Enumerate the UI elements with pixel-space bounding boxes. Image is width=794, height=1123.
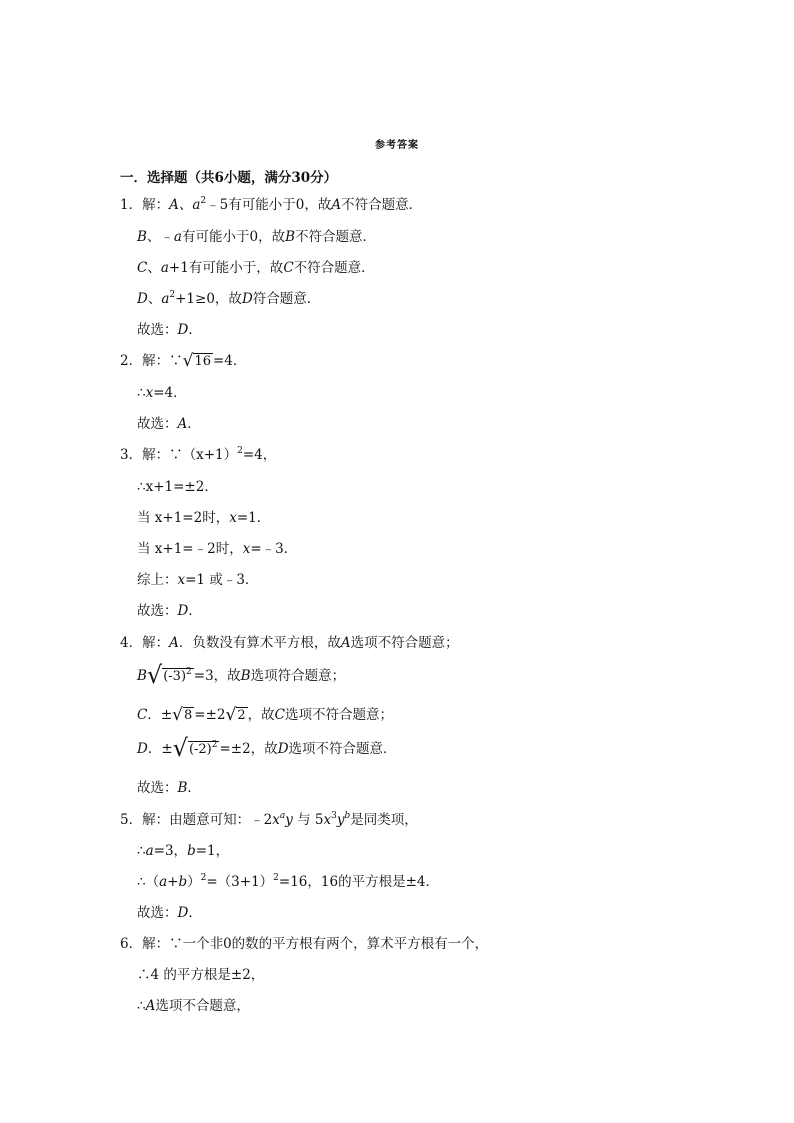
sqrt-16: √16 — [182, 351, 211, 371]
q4-line-c: C．±√8 =±2√2 ，故C选项不符合题意； — [137, 705, 393, 725]
q3-line-2: ∴x+1=±2． — [137, 479, 218, 495]
q5-line-3: $\therefore(a+b)^2=(3+1)^2=16$，16的平方根是±4． — [137, 873, 439, 890]
sqrt-neg2-squared: $√(-2)^2$ — [172, 734, 218, 762]
sqrt-8: √8 — [172, 705, 193, 725]
section-heading: 一．选择题（共6小题，满分30分） — [120, 170, 338, 186]
q3-choice: 故选：D． — [137, 603, 202, 619]
q1-choice: 故选：D． — [137, 322, 202, 338]
q3-line-3: 当 x+1=2时，x=1． — [137, 510, 271, 526]
q2-line-2: ∴x=4． — [137, 385, 187, 401]
q5-choice: 故选：D． — [137, 905, 202, 921]
q2-choice: 故选：A． — [137, 416, 201, 432]
q3-line-1: 3．解：$\because(x+1)^2=4$， — [120, 446, 277, 463]
q1-line-d: D、$a^2+1\ge 0$，故D符合题意． — [137, 290, 321, 307]
q6-line-3: ∴A选项不合题意， — [137, 998, 250, 1014]
q3-line-5: 综上：x=1 或﹣3． — [137, 572, 259, 588]
q4-line-d: D．$\pm√(-2)^2 =\pm 2$，故D选项不符合题意． — [137, 734, 397, 762]
q2-line-1: 2．解：∵√16 =4． — [120, 351, 247, 371]
q4-choice: 故选：B． — [137, 780, 201, 796]
sqrt-2: √2 — [225, 705, 246, 725]
page-title: 参考答案 — [375, 140, 419, 151]
q6-line-1: 6．解：∵一个非0的数的平方根有两个，算术平方根有一个， — [120, 936, 489, 952]
q5-line-2: ∴a=3，b=1， — [137, 843, 230, 859]
sqrt-neg3-squared: $√(-3)^2$ — [146, 661, 192, 689]
q4-line-b: $B√(-3)^2 =3$，故B选项符合题意； — [137, 661, 346, 689]
q3-line-4: 当 x+1=﹣2时，x=﹣3． — [137, 541, 298, 557]
q1-line-b: B、﹣a有可能小于0，故B不符合题意． — [137, 229, 376, 245]
q5-line-1: 5．解：由题意可知：$﹣2x^ay$ 与 $5x^3y^b$是同类项， — [120, 811, 418, 828]
q1-line-a: 1．解：A、$a^2﹣5$有可能小于0，故A不符合题意． — [120, 196, 423, 213]
q4-line-a: 4．解：A．负数没有算术平方根，故A选项不符合题意； — [120, 635, 459, 651]
q6-line-2: ∴4 的平方根是±2， — [137, 967, 265, 983]
q1-line-c: C、a+1有可能小于，故C不符合题意． — [137, 260, 375, 276]
